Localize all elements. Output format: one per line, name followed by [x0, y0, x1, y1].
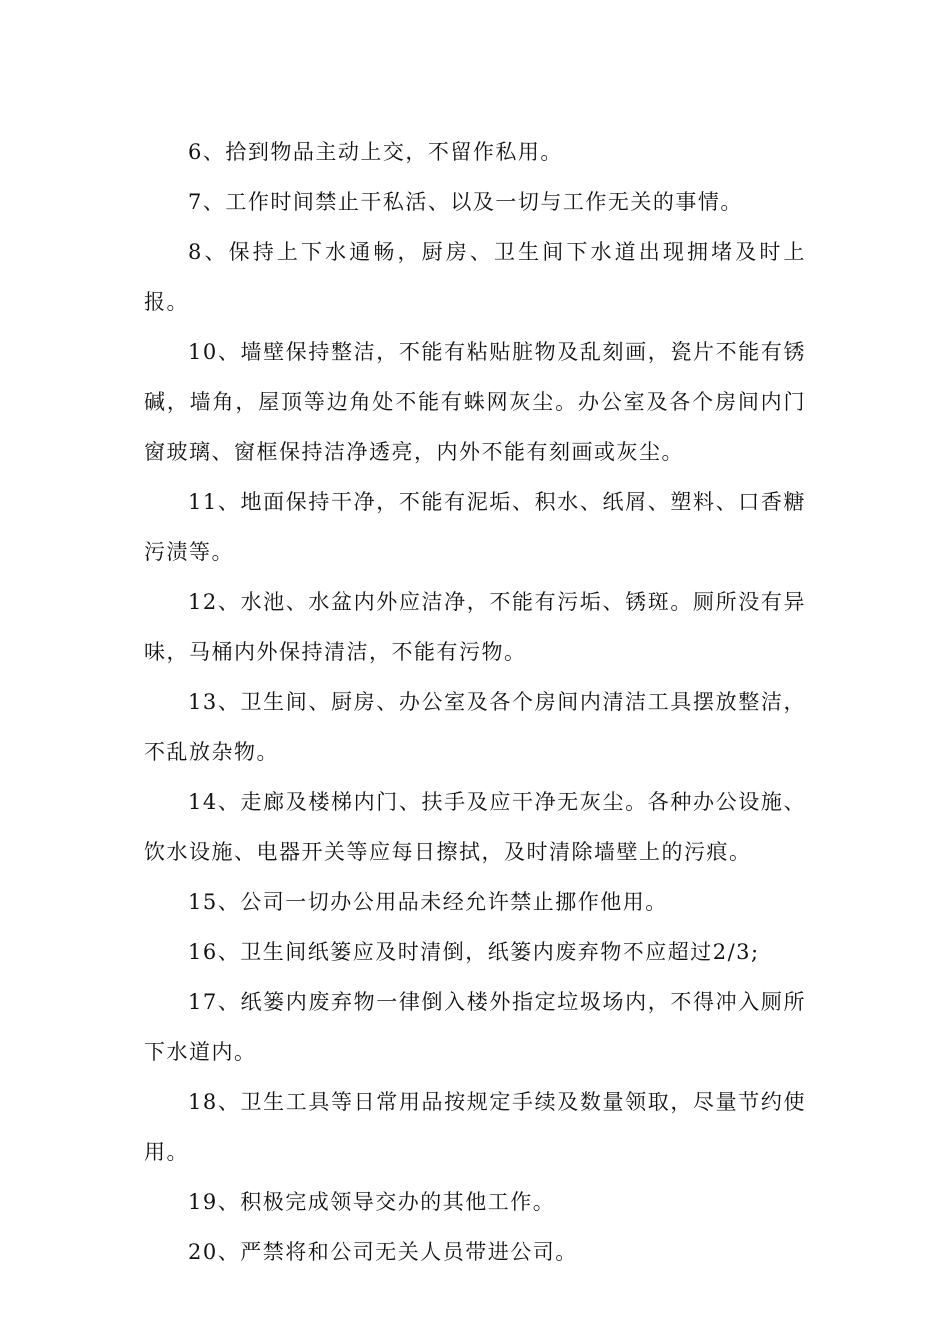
paragraph-item-19: 19、积极完成领导交办的其他工作。: [188, 1190, 556, 1214]
paragraph-item-18: 18、卫生工具等日常用品按规定手续及数量领取，尽量节约使用。: [144, 1090, 806, 1164]
paragraph-item-6: 6、拾到物品主动上交，不留作私用。: [188, 140, 563, 164]
paragraph-item-20: 20、严禁将和公司无关人员带进公司。: [188, 1240, 578, 1264]
paragraph-item-14: 14、走廊及楼梯内门、扶手及应干净无灰尘。各种办公设施、饮水设施、电器开关等应每日擦拭，及时清除墙壁上的污痕。: [144, 790, 806, 864]
paragraph-item-17: 17、纸篓内废弃物一律倒入楼外指定垃圾场内，不得冲入厕所下水道内。: [144, 990, 806, 1064]
paragraph-item-8: 8、保持上下水通畅，厨房、卫生间下水道出现拥堵及时上报。: [144, 240, 806, 314]
paragraph-item-15: 15、公司一切办公用品未经允许禁止挪作他用。: [188, 890, 668, 914]
paragraph-item-16: 16、卫生间纸篓应及时清倒，纸篓内废弃物不应超过2/3;: [188, 940, 760, 964]
paragraph-item-11: 11、地面保持干净，不能有泥垢、积水、纸屑、塑料、口香糖污渍等。: [144, 490, 806, 564]
paragraph-item-13: 13、卫生间、厨房、办公室及各个房间内清洁工具摆放整洁，不乱放杂物。: [144, 690, 806, 764]
paragraph-item-12: 12、水池、水盆内外应洁净，不能有污垢、锈斑。厕所没有异味，马桶内外保持清洁，不能有污物。: [144, 590, 806, 664]
paragraph-item-7: 7、工作时间禁止干私活、以及一切与工作无关的事情。: [188, 190, 743, 214]
paragraph-item-10: 10、墙壁保持整洁，不能有粘贴脏物及乱刻画，瓷片不能有锈碱，墙角，屋顶等边角处不能有蛛网灰尘。办公室及各个房间内门窗玻璃、窗框保持洁净透亮，内外不能有刻画或灰尘。: [144, 340, 806, 464]
document-body: [144, 127, 806, 1277]
